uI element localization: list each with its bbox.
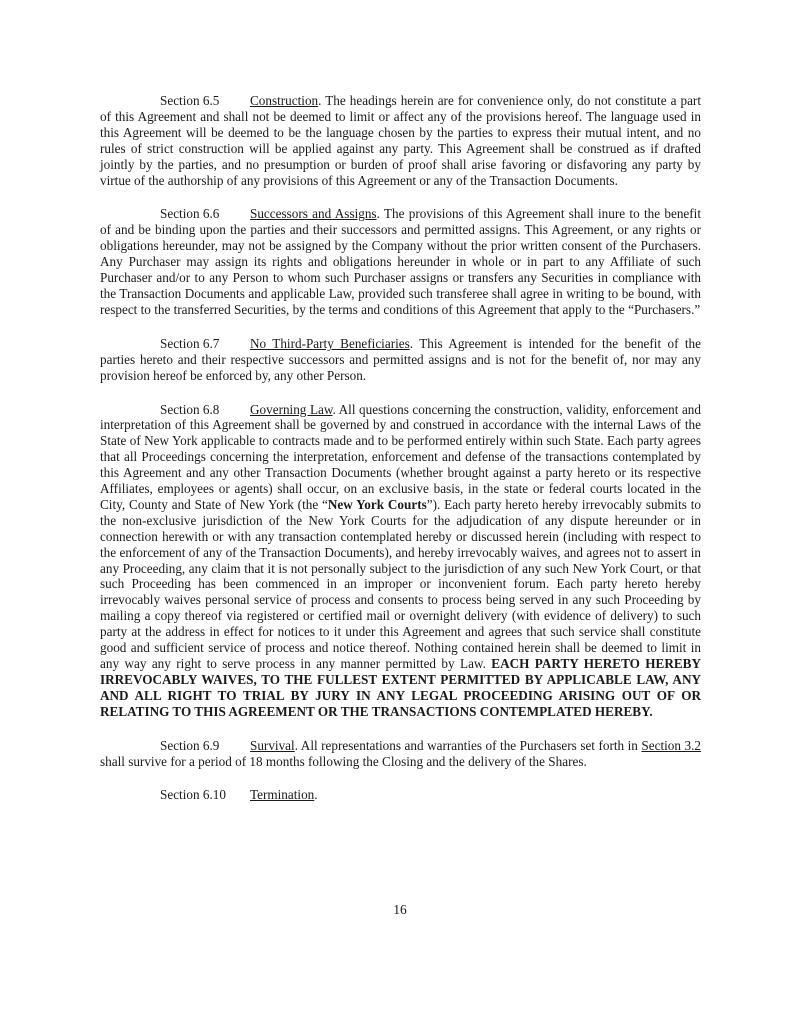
section-heading: Termination: [250, 787, 315, 803]
section-6-6: [100, 206, 701, 317]
jury-waiver-text: EACH PARTY HERETO HEREBY IRREVOCABLY WAIVES, TO THE FULLEST EXTENT PERMITTED BY APPLICABLE LAW, ANY AND ALL RIGHT TO TRIAL BY JURY IN ANY LEGAL PROCEEDING ARISING OUT OF OR RELATING TO THIS AGREEMENT OR THE TRANSACTIONS CONTEMPLATED HEREBY.: [100, 656, 701, 719]
section-number: Section 6.5: [160, 93, 220, 108]
section-heading: Construction: [250, 93, 319, 108]
section-number: Section 6.10: [160, 787, 226, 803]
document-page: [100, 93, 701, 821]
section-heading: Survival: [250, 737, 295, 753]
section-text-continued: shall survive for a period of 18 months following the Closing and the delivery of the Shares.: [100, 753, 587, 769]
section-text: . The headings herein are for convenience only, do not constitute a part of this Agreement and shall not be deemed to limit or affect any of the provisions hereof. The language used in this Agreement will be deemed to be the language chosen by the parties to express their mutual intent, and no rules of strict construction will be applied against any party. This Agreement shall be construed as if drafted jointly by the parties, and no presumption or burden of proof shall arise favoring or disfavoring any party by virtue of the authorship of any provisions of this Agreement or any of the Transaction Documents.: [100, 93, 701, 188]
section-6-7: [100, 336, 701, 384]
section-number: Section 6.8: [160, 401, 220, 417]
section-6-5: [100, 93, 701, 188]
section-text: . All representations and warranties of the Purchasers set forth in: [294, 737, 642, 753]
section-reference: Section 3.2: [641, 737, 701, 753]
section-text: . This Agreement is intended for the benefit of the parties hereto and their respective successors and permitted assigns and is not for the benefit of, nor may any provision hereof be enforced by, any other Person.: [100, 335, 702, 383]
section-heading: Successors and Assigns: [250, 206, 377, 222]
defined-term: New York Courts: [327, 496, 427, 512]
section-text: .: [314, 787, 318, 803]
section-text: . The provisions of this Agreement shall inure to the benefit of and be binding upon the parties and their successors and permitted assigns. This Agreement, or any rights or obligations hereunder, may not be assigned by the Company without the prior written consent of the Purchasers. Any Purchaser may assign its rights and obligations hereunder in whole or in part to any Affiliate of such Purchaser and/or to any Person to whom such Purchaser assigns or transfers any Securities in compliance with the Transaction Documents and applicable Law, provided such transferee shall agree in writing to be bound, with respect to the transferred Securities, by the terms and conditions of this Agreement that apply to the “Purchasers.”: [100, 206, 701, 317]
section-text-continued: ”). Each party hereto hereby irrevocably submits to the non-exclusive jurisdiction of the New York Courts for the adjudication of any dispute hereunder or in connection herewith or with any transaction contemplated hereby or discussed herein (including with respect to the enforcement of any of the Transaction Documents), and hereby irrevocably waives, and agrees not to assert in any Proceeding, any claim that it is not personally subject to the jurisdiction of any such New York Court, or that such Proceeding has been commenced in an improper or inconvenient forum. Each party hereto hereby irrevocably waives personal service of process and consents to process being served in any such Proceeding by mailing a copy thereof via registered or certified mail or overnight delivery (with evidence of delivery) to such party at the address in effect for notices to it under this Agreement and agrees that such service shall constitute good and sufficient service of process and notice thereof. Nothing contained herein shall be deemed to limit in any way any right to serve process in any manner permitted by Law.: [100, 496, 701, 671]
page-number: 16: [393, 902, 407, 917]
section-6-8: [100, 402, 701, 720]
section-number: Section 6.7: [160, 335, 220, 351]
section-heading: Governing Law: [250, 401, 333, 417]
section-6-9: [100, 738, 701, 770]
section-number: Section 6.6: [160, 206, 220, 222]
section-text: . All questions concerning the construction, validity, enforcement and interpretation of this Agreement shall be governed by and construed in accordance with the internal Laws of the State of New York applicable to contracts made and to be performed entirely within such State. Each party agrees that all Proceedings concerning the interpretation, enforcement and defense of the transactions contemplated by this Agreement and any other Transaction Documents (whether brought against a party hereto or its respective Affiliates, employees or agents) shall occur, on an exclusive basis, in the state or federal courts located in the City, County and State of New York (the “: [100, 401, 701, 512]
section-6-10: [100, 787, 701, 803]
section-heading: No Third-Party Beneficiaries: [250, 335, 410, 351]
section-number: Section 6.9: [160, 737, 220, 753]
